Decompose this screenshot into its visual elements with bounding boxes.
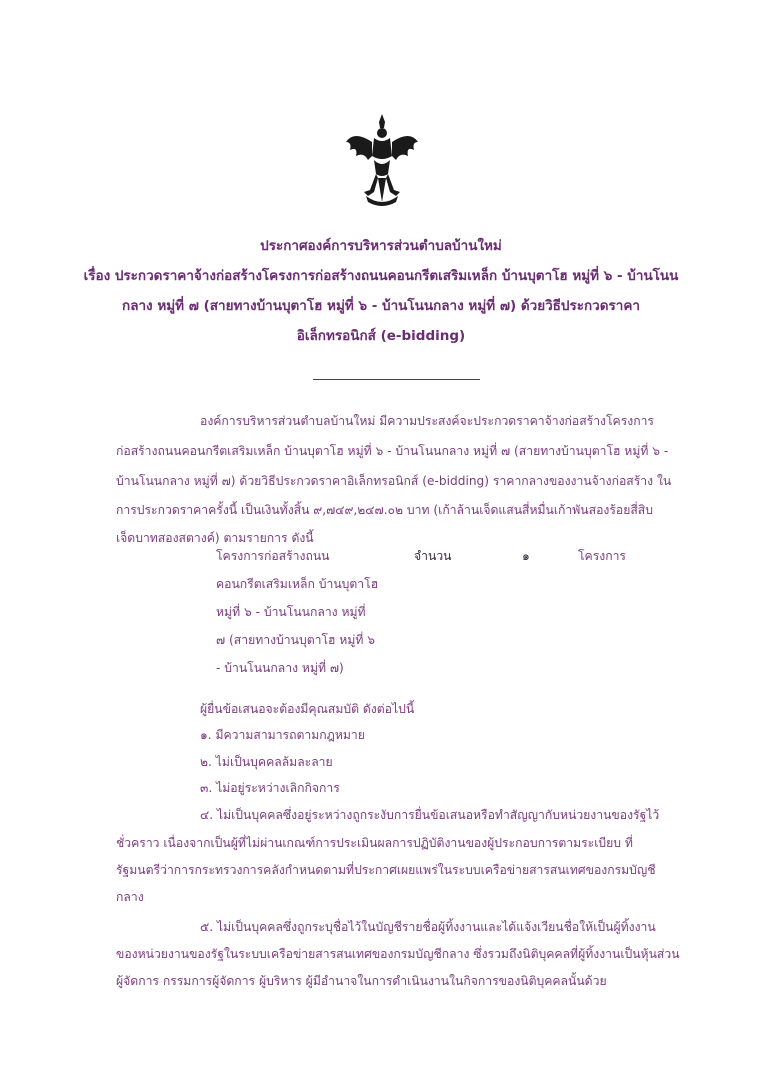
quantity-value: ๑ — [522, 549, 530, 563]
qualification-1: ๑. มีความสามารถตามกฎหมาย — [200, 728, 365, 742]
item-name-line-2: คอนกรีตเสริมเหล็ก บ้านบุตาโฮ — [216, 577, 379, 591]
item-name-line-3: หมู่ที่ ๖ - บ้านโนนกลาง หมู่ที่ — [216, 605, 366, 619]
announcement-title: ประกาศองค์การบริหารส่วนตำบลบ้านใหม่ — [260, 238, 502, 254]
intro-line-4: การประกวดราคาครั้งนี้ เป็นเงินทั้งสิ้น ๙,๗๔๙,๒๔๗.๐๒ บาท (เก้าล้านเจ็ดแสนสี่หมื่นเก้าพันสองร้อยสี่สิบ — [116, 503, 653, 517]
qualification-2: ๒. ไม่เป็นบุคคลล้มละลาย — [200, 755, 333, 769]
intro-line-5: เจ็ดบาทสองสตางค์) ตามรายการ ดังนี้ — [116, 531, 314, 545]
qualification-4-line-3: รัฐมนตรีว่าการกระทรวงการคลังกำหนดตามที่ประกาศเผยแพร่ในระบบเครือข่ายสารสนเทศของกรมบัญชี — [116, 863, 656, 877]
qualification-4-line-4: กลาง — [116, 890, 144, 904]
subject-line-3: อิเล็กทรอนิกส์ (e-bidding) — [296, 328, 466, 344]
qualification-5-line-1: ๕. ไม่เป็นบุคคลซึ่งถูกระบุชื่อไว้ในบัญชีรายชื่อผู้ทิ้งงานและได้แจ้งเวียนชื่อให้เป็นผู้ทิ้งงาน — [200, 920, 656, 934]
quantity-label: จำนวน — [414, 549, 452, 563]
item-name-line-4: ๗ (สายทางบ้านบุตาโฮ หมู่ที่ ๖ — [216, 633, 376, 647]
qualifications-heading: ผู้ยื่นข้อเสนอจะต้องมีคุณสมบัติ ดังต่อไปนี้ — [200, 702, 415, 716]
item-name-line-5: - บ้านโนนกลาง หมู่ที่ ๗) — [216, 661, 344, 675]
qualification-5-line-2: ของหน่วยงานของรัฐในระบบเครือข่ายสารสนเทศของกรมบัญชีกลาง ซึ่งรวมถึงนิติบุคคลที่ผู้ทิ้งงานเป็นหุ้นส่วน — [116, 947, 680, 961]
item-name-line-1: โครงการก่อสร้างถนน — [216, 549, 330, 563]
qualification-5-line-3: ผู้จัดการ กรรมการผู้จัดการ ผู้บริหาร ผู้มีอำนาจในการดำเนินงานในกิจการของนิติบุคคลนั้นด้วย — [116, 974, 607, 988]
subject-line-2: กลาง หมู่ที่ ๗ (สายทางบ้านบุตาโฮ หมู่ที่ ๖ - บ้านโนนกลาง หมู่ที่ ๗) ด้วยวิธีประกวดราคา — [122, 298, 640, 314]
intro-line-2: ก่อสร้างถนนคอนกรีตเสริมเหล็ก บ้านบุตาโฮ หมู่ที่ ๖ - บ้านโนนกลาง หมู่ที่ ๗ (สายทางบ้านบุตาโฮ หมู่ที่ ๖ - — [116, 444, 669, 458]
qualification-3: ๓. ไม่อยู่ระหว่างเลิกกิจการ — [200, 781, 340, 795]
intro-line-1: องค์การบริหารส่วนตำบลบ้านใหม่ มีความประสงค์จะประกวดราคาจ้างก่อสร้างโครงการ — [200, 414, 654, 428]
quantity-unit: โครงการ — [578, 549, 626, 563]
garuda-emblem-icon — [344, 112, 420, 208]
subject-line-1: เรื่อง ประกวดราคาจ้างก่อสร้างโครงการก่อสร้างถนนคอนกรีตเสริมเหล็ก บ้านบุตาโฮ หมู่ที่ ๖ - บ้านโนน — [83, 268, 679, 284]
qualification-4-line-2: ชั่วคราว เนื่องจากเป็นผู้ที่ไม่ผ่านเกณฑ์การประเมินผลการปฏิบัติงานของผู้ประกอบการตามระเบียบ ที่ — [116, 836, 633, 850]
intro-line-3: บ้านโนนกลาง หมู่ที่ ๗) ด้วยวิธีประกวดราคาอิเล็กทรอนิกส์ (e-bidding) ราคากลางของงานจ้างก่อสร้าง ใน — [116, 474, 672, 488]
divider — [313, 379, 480, 380]
qualification-4-line-1: ๔. ไม่เป็นบุคคลซึ่งอยู่ระหว่างถูกระงับการยื่นข้อเสนอหรือทำสัญญากับหน่วยงานของรัฐไว้ — [200, 808, 660, 822]
